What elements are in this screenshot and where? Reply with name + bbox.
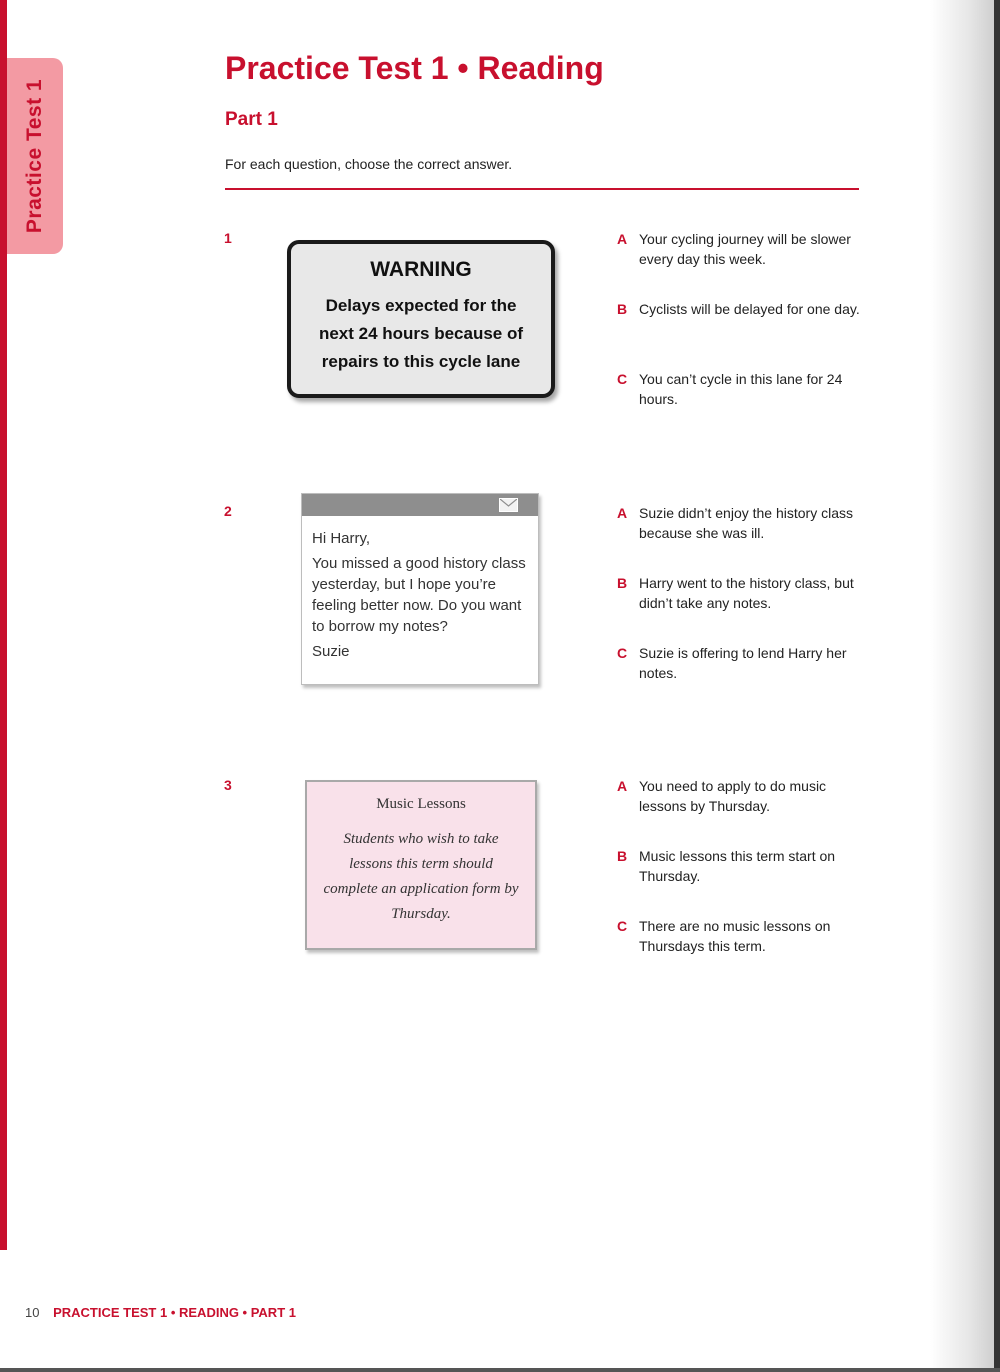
email-message [301,493,539,685]
question-number: 1 [224,230,232,246]
footer-text: PRACTICE TEST 1 • READING • PART 1 [53,1305,296,1320]
email-greeting: Hi Harry, [312,530,371,547]
side-tab [7,58,63,254]
sign-body: Delays expected for the next 24 hours because of repairs to this cycle lane [318,296,524,371]
page-gutter-shadow [930,0,1000,1372]
page-footer [25,1305,296,1320]
instructions: For each question, choose the correct answer. [225,156,513,172]
email-header [302,494,538,516]
email-signature: Suzie [312,643,350,660]
music-notice [305,780,537,950]
side-tab-label: Practice Test 1 [23,78,47,234]
option-text: Music lessons this term start on Thursday. [639,848,836,884]
left-red-bar [0,0,7,1250]
option-letter: A [617,231,628,247]
option-text: Your cycling journey will be slower every day this week. [639,231,851,267]
envelope-icon [499,498,518,512]
option-text: You need to apply to do music lessons by Thursday. [639,778,827,814]
option-letter: A [617,778,628,794]
option-letter: B [617,848,628,864]
option-text: You can’t cycle in this lane for 24 hours. [639,371,843,407]
page-bottom-edge [0,1368,1000,1372]
option-letter: A [617,505,628,521]
question-number: 3 [224,777,232,793]
notice-title: Music Lessons [376,796,466,812]
option-text: Harry went to the history class, but didn’t take any notes. [639,575,854,611]
option-text: There are no music lessons on Thursdays this term. [639,918,831,954]
option-text: Suzie didn’t enjoy the history class because she was ill. [639,505,853,541]
option-letter: B [617,575,628,591]
option-letter: C [617,918,628,934]
question-number: 2 [224,503,232,519]
email-text: You missed a good history class yesterday, but I hope you’re feeling better now. Do you want to borrow my notes? [312,555,526,635]
page-title: Practice Test 1 • Reading [225,50,604,86]
page-edge [994,0,1000,1372]
option-text: Cyclists will be delayed for one day. [639,301,860,317]
page-number: 10 [25,1305,40,1320]
option-letter: C [617,645,628,661]
notice-body: Students who wish to take lessons this term should complete an application form by Thursday. [323,831,519,922]
sign-title: WARNING [370,258,472,281]
email-body [302,516,538,662]
option-letter: B [617,301,628,317]
option-text: Suzie is offering to lend Harry her notes. [639,645,847,681]
option-letter: C [617,371,628,387]
divider [225,188,859,190]
part-heading: Part 1 [225,109,278,130]
warning-sign [287,240,555,398]
